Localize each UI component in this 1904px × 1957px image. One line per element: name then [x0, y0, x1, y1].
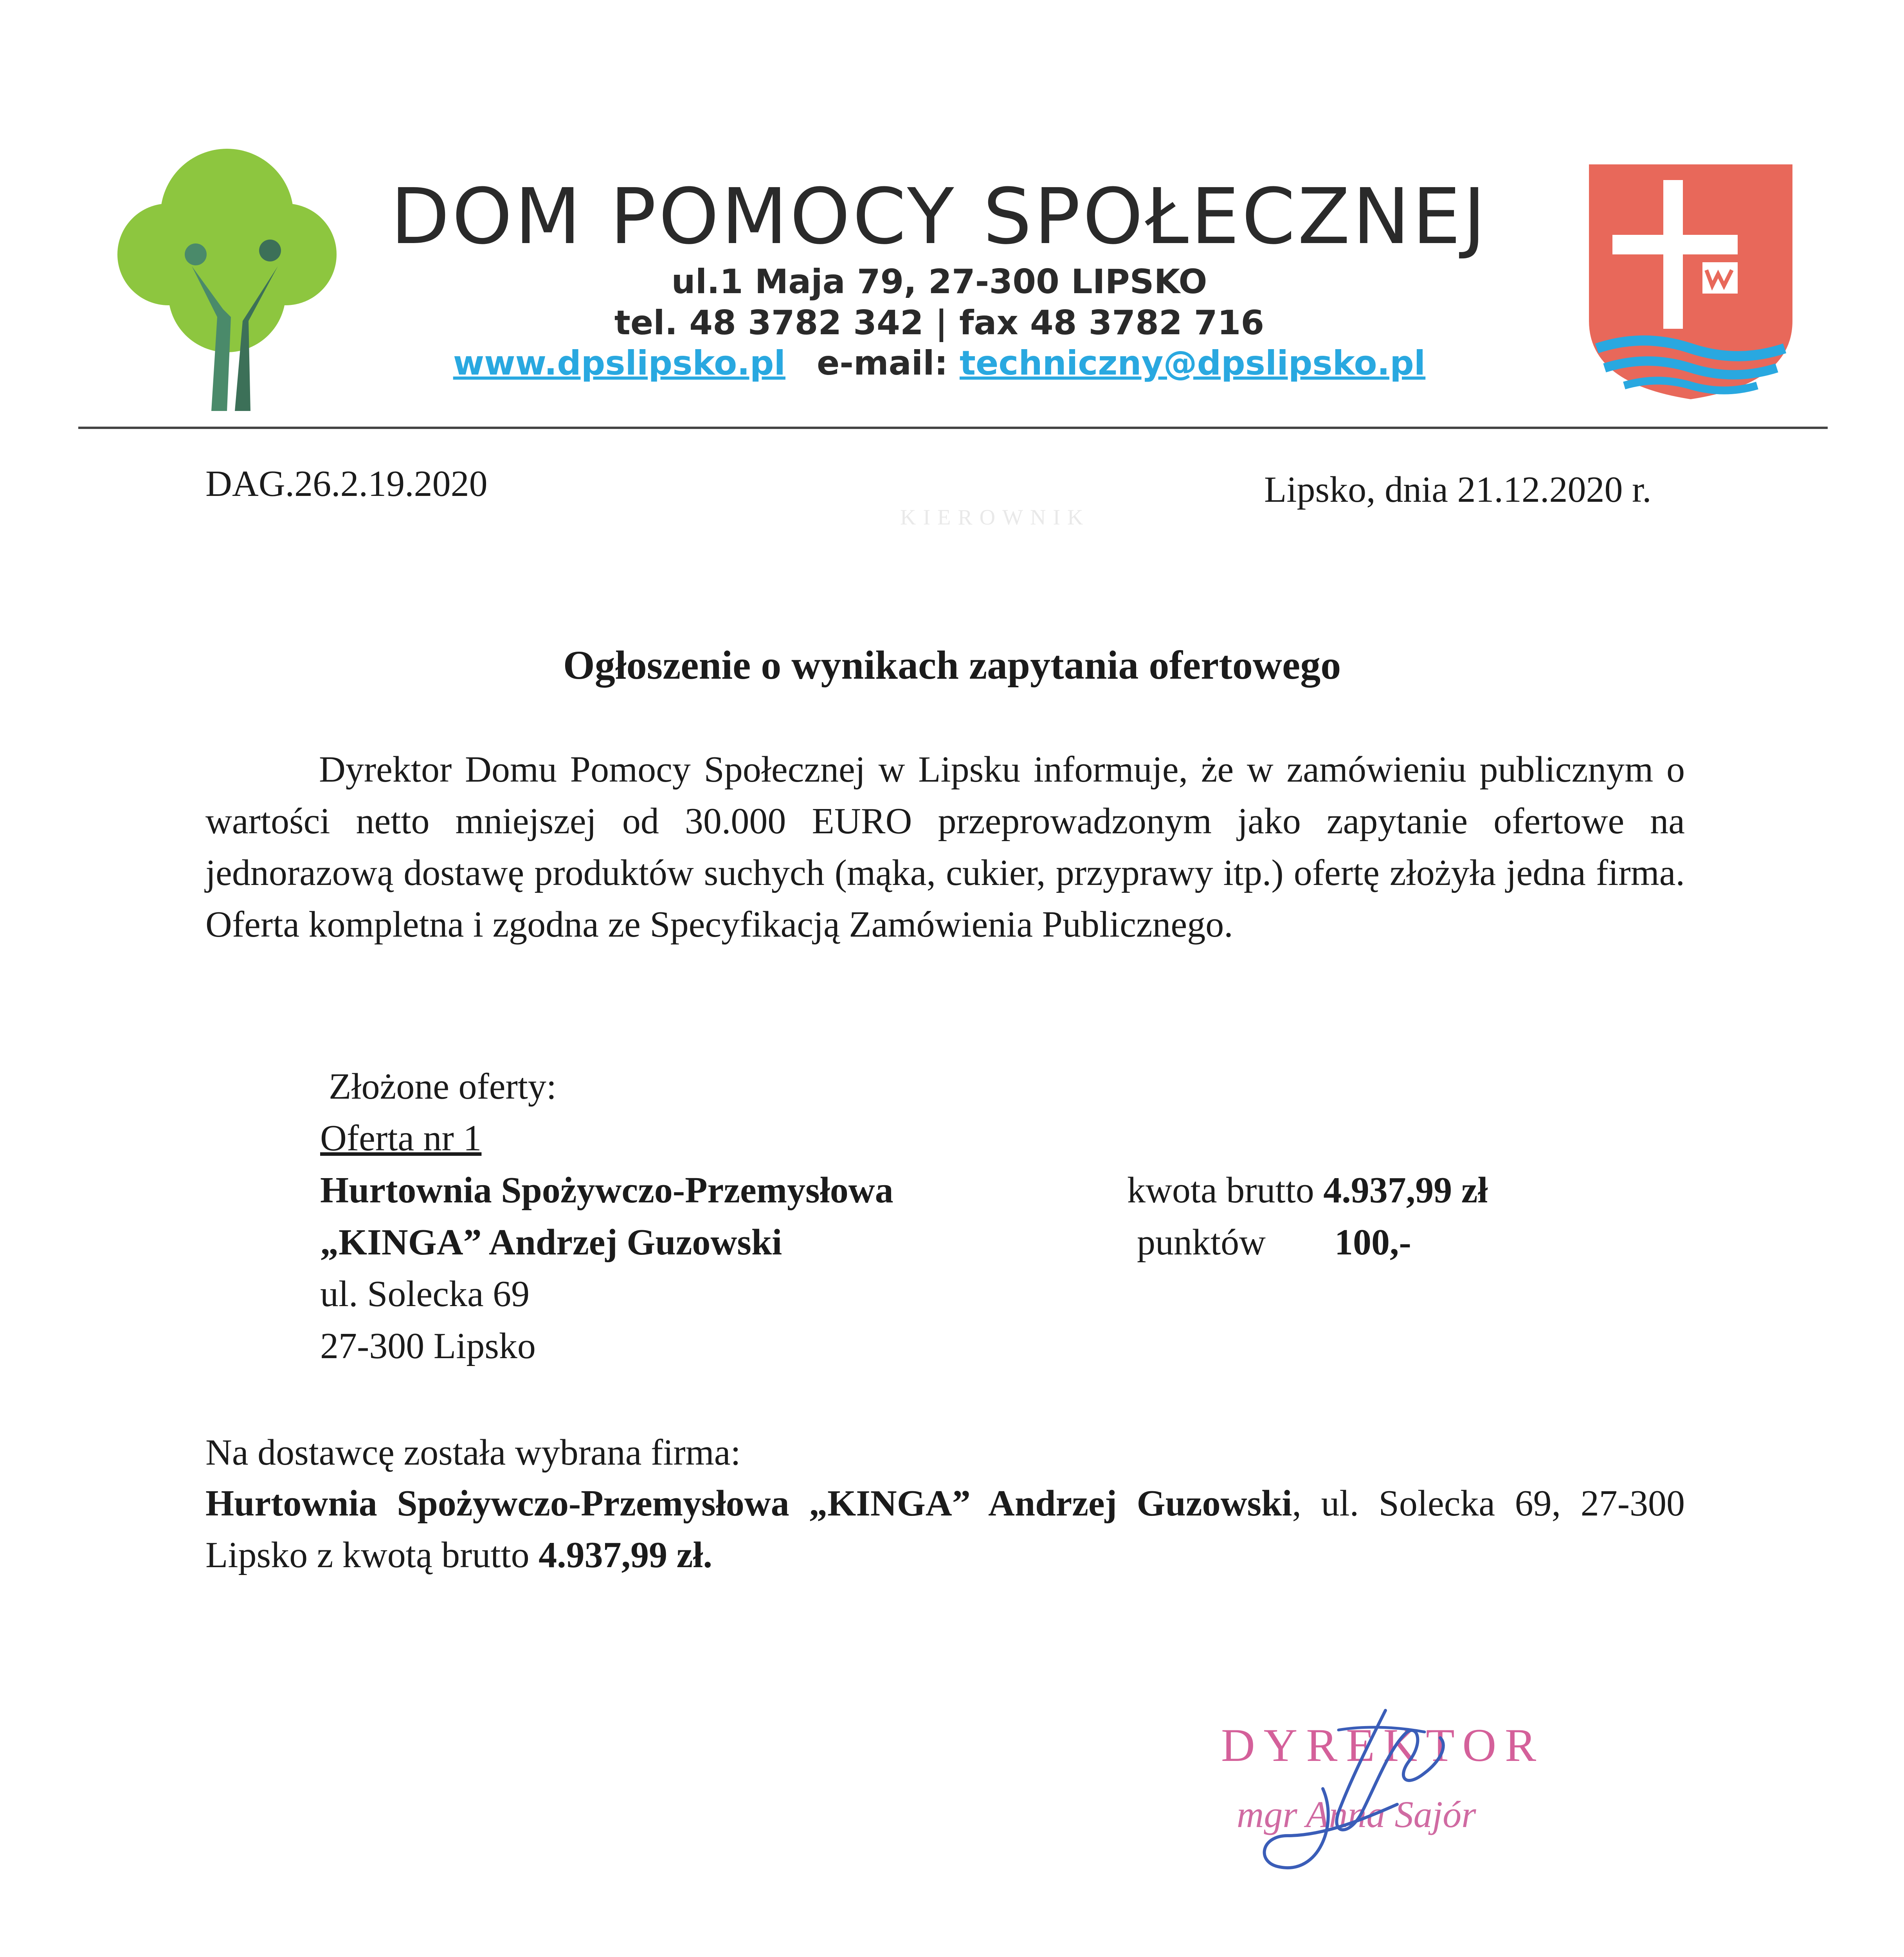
chosen-supplier-label: Na dostawcę została wybrana firma: [205, 1432, 741, 1473]
points-label: punktów [1137, 1222, 1266, 1263]
offer-city: 27-300 Lipsko [320, 1326, 536, 1366]
amount-label: kwota brutto [1127, 1170, 1314, 1211]
announcement-paragraph: Dyrektor Domu Pomocy Społecznej w Lipsku informuje, że w zamówieniu publicznym o wartości netto mniejszej od 30.000 EURO przeprowadzonym jako zapytanie ofertowe na jednorazową dostawę produktów suchych (mąka, cukier, przyprawy itp.) ofertę złożyła jedna firma. Oferta kompletna i zgodna ze Specyfikacją Zamówienia Publicznego. [205, 749, 1685, 945]
offer-street: ul. Solecka 69 [320, 1274, 530, 1314]
chosen-amount: 4.937,99 zł. [539, 1535, 712, 1575]
handwritten-signature-icon [1221, 1695, 1573, 1898]
offer-number: Oferta nr 1 [320, 1118, 482, 1159]
chosen-supplier-text [205, 1478, 1685, 1581]
cross-waves-coat-of-arms-icon [1589, 164, 1792, 399]
institution-address: ul.1 Maja 79, 27-300 LIPSKO [671, 262, 1207, 301]
email-label: e-mail: [816, 344, 948, 383]
offers-label: Złożone oferty: [329, 1066, 557, 1107]
offer-company-name-line2: „KINGA” Andrzej Guzowski [320, 1222, 782, 1263]
website-link[interactable]: www.dpslipsko.pl [453, 344, 785, 383]
offer-amount [1127, 1164, 1488, 1216]
tree-people-logo-icon [113, 137, 340, 419]
chosen-company: Hurtownia Spożywczo-Przemysłowa „KINGA” Andrzej Guzowski [205, 1483, 1292, 1524]
institution-name: DOM POMOCY SPOŁECZNEJ [390, 172, 1488, 261]
points-value: 100,- [1335, 1222, 1411, 1263]
director-stamp-title: DYREKTOR [1221, 1719, 1545, 1771]
chosen-address: , ul. Solecka 69, 27-300 Lipsko z kwotą brutto [205, 1483, 1685, 1575]
email-link[interactable]: techniczny@dpslipsko.pl [959, 344, 1426, 383]
institution-phone-fax: tel. 48 3782 342 | fax 48 3782 716 [614, 303, 1265, 342]
header-divider [78, 427, 1828, 429]
amount-value: 4.937,99 zł [1323, 1170, 1488, 1211]
letter-heading: Ogłoszenie o wynikach zapytania ofertowego [563, 643, 1341, 688]
offer-company-name-line1: Hurtownia Spożywczo-Przemysłowa [320, 1170, 893, 1211]
place-and-date: Lipsko, dnia 21.12.2020 r. [1264, 469, 1652, 510]
faint-stamp-text: KIEROWNIK [900, 505, 1090, 530]
reference-number: DAG.26.2.19.2020 [205, 463, 488, 504]
contact-line [313, 344, 1565, 383]
director-stamp-name: mgr Anna Sajór [1237, 1793, 1476, 1835]
